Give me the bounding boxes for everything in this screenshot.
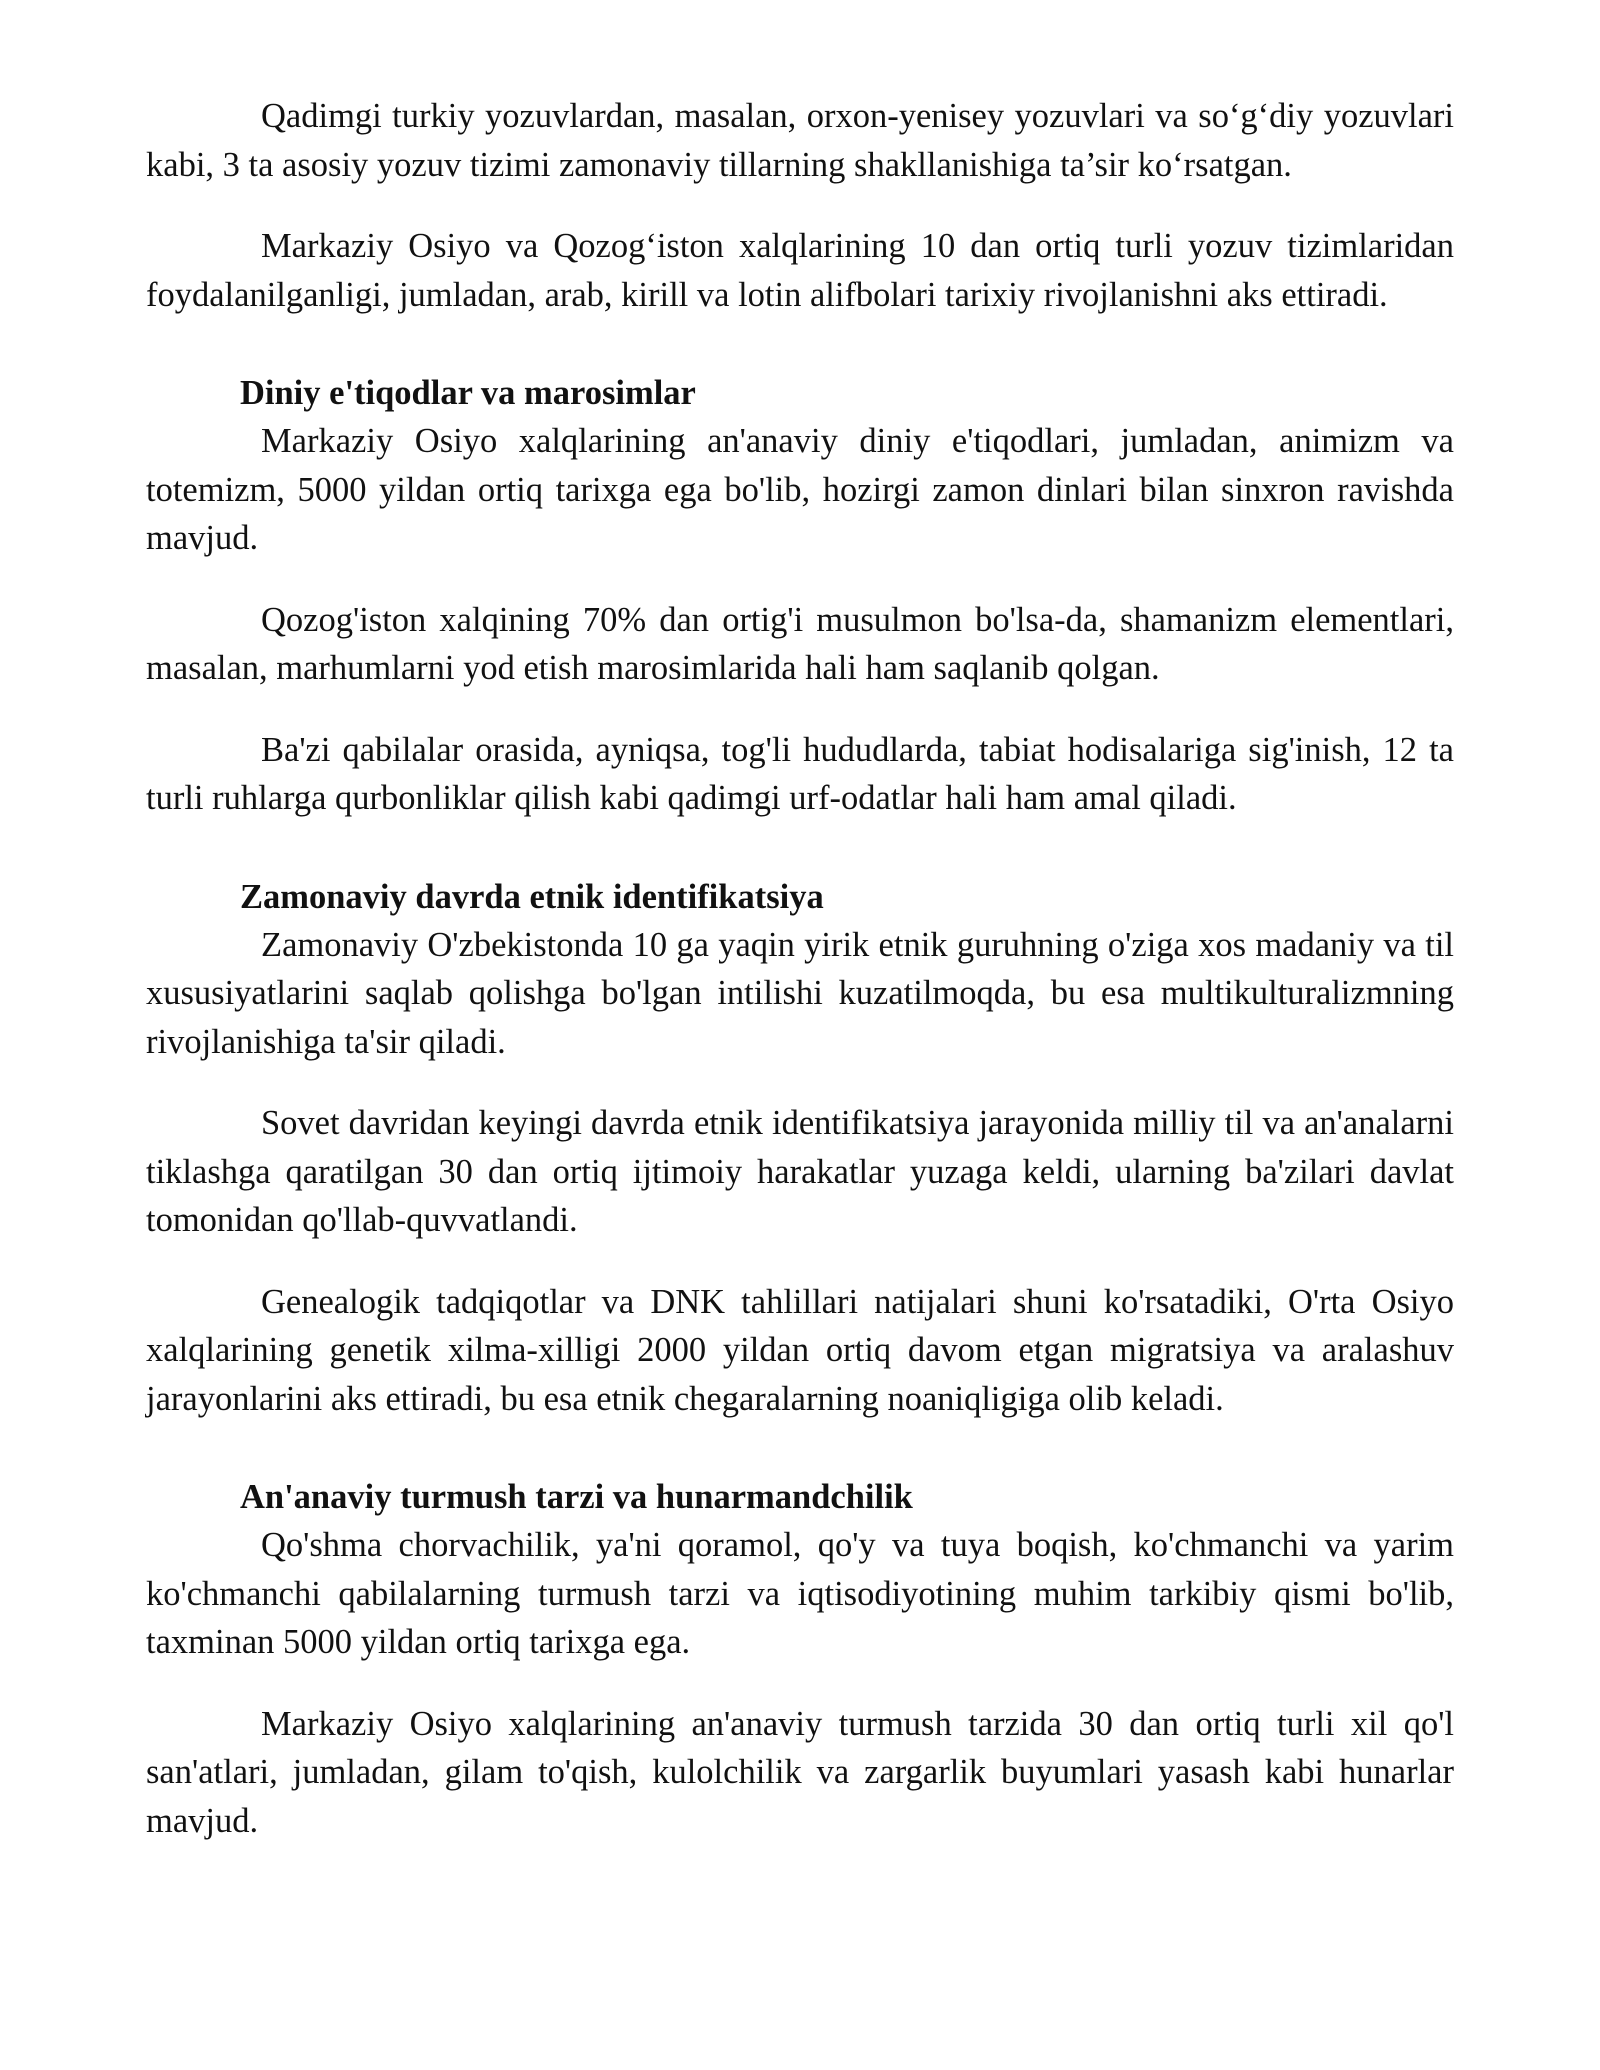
paragraph-writing-systems: Markaziy Osiyo va Qozog‘iston xalqlarining 10 dan ortiq turli yozuv tizimlaridan foydalanilganligi, jumladan, arab, kirill va lotin alifbolari tarixiy rivojlanishni aks ettiradi.: [146, 227, 1454, 314]
document-page: [146, 92, 1454, 1878]
paragraph-crafts: Markaziy Osiyo xalqlarining an'anaviy turmush tarzida 30 dan ortiq turli xil qo'l san'atlari, jumladan, gilam to'qish, kulolchilik va zargarlik buyumlari yasash kabi hunarlar mavjud.: [146, 1704, 1454, 1840]
paragraph-shamanism: Qozog'iston xalqining 70% dan ortig'i musulmon bo'lsa-da, shamanizm elementlari, masalan, marhumlarni yod etish marosimlarida hali ham saqlanib qolgan.: [146, 600, 1454, 687]
paragraph-turkic-scripts: Qadimgi turkiy yozuvlardan, masalan, orxon-yenisey yozuvlari va so‘g‘diy yozuvlari kabi, 3 ta asosiy yozuv tizimi zamonaviy tillarning shakllanishiga ta’sir ko‘rsatgan.: [146, 97, 1454, 184]
paragraph-animism-totemism: Markaziy Osiyo xalqlarining an'anaviy diniy e'tiqodlari, jumladan, animizm va totemizm, 5000 yildan ortiq tarixga ega bo'lib, hozirgi zamon dinlari bilan sinxron ravishda mavjud.: [146, 422, 1454, 557]
heading-traditional-lifestyle: An'anaviy turmush tarzi va hunarmandchilik: [240, 1478, 913, 1516]
paragraph-genealogy-dna: Genealogik tadqiqotlar va DNK tahlillari natijalari shuni ko'rsatadiki, O'rta Osiyo xalqlarining genetik xilma-xilligi 2000 yildan ortiq davom etgan migratsiya va aralashuv jarayonlarini aks ettiradi, bu esa etnik chegaralarning noaniqligiga olib keladi.: [146, 1282, 1454, 1418]
paragraph-livestock: Qo'shma chorvachilik, ya'ni qoramol, qo'y va tuya boqish, ko'chmanchi va yarim ko'chmanchi qabilalarning turmush tarzi va iqtisodiyotining muhim tarkibiy qismi bo'lib, taxminan 5000 yildan ortiq tarixga ega.: [146, 1526, 1454, 1661]
paragraph-ancient-customs: Ba'zi qabilalar orasida, ayniqsa, tog'li hududlarda, tabiat hodisalariga sig'inish, 12 ta turli ruhlarga qurbonliklar qilish kabi qadimgi urf-odatlar hali ham amal qiladi.: [146, 730, 1454, 817]
heading-ethnic-identification: Zamonaviy davrda etnik identifikatsiya: [240, 877, 824, 916]
paragraph-ethnic-groups: Zamonaviy O'zbekistonda 10 ga yaqin yirik etnik guruhning o'ziga xos madaniy va til xususiyatlarini saqlab qolishga bo'lgan intilishi kuzatilmoqda, bu esa multikulturalizmning rivojlanishiga ta'sir qiladi.: [146, 925, 1454, 1061]
heading-religious-beliefs: Diniy e'tiqodlar va marosimlar: [240, 374, 696, 412]
paragraph-post-soviet: Sovet davridan keyingi davrda etnik identifikatsiya jarayonida milliy til va an'analarni tiklashga qaratilgan 30 dan ortiq ijtimoiy harakatlar yuzaga keldi, ularning ba'zilari davlat tomonidan qo'llab-quvvatlandi.: [146, 1104, 1454, 1239]
